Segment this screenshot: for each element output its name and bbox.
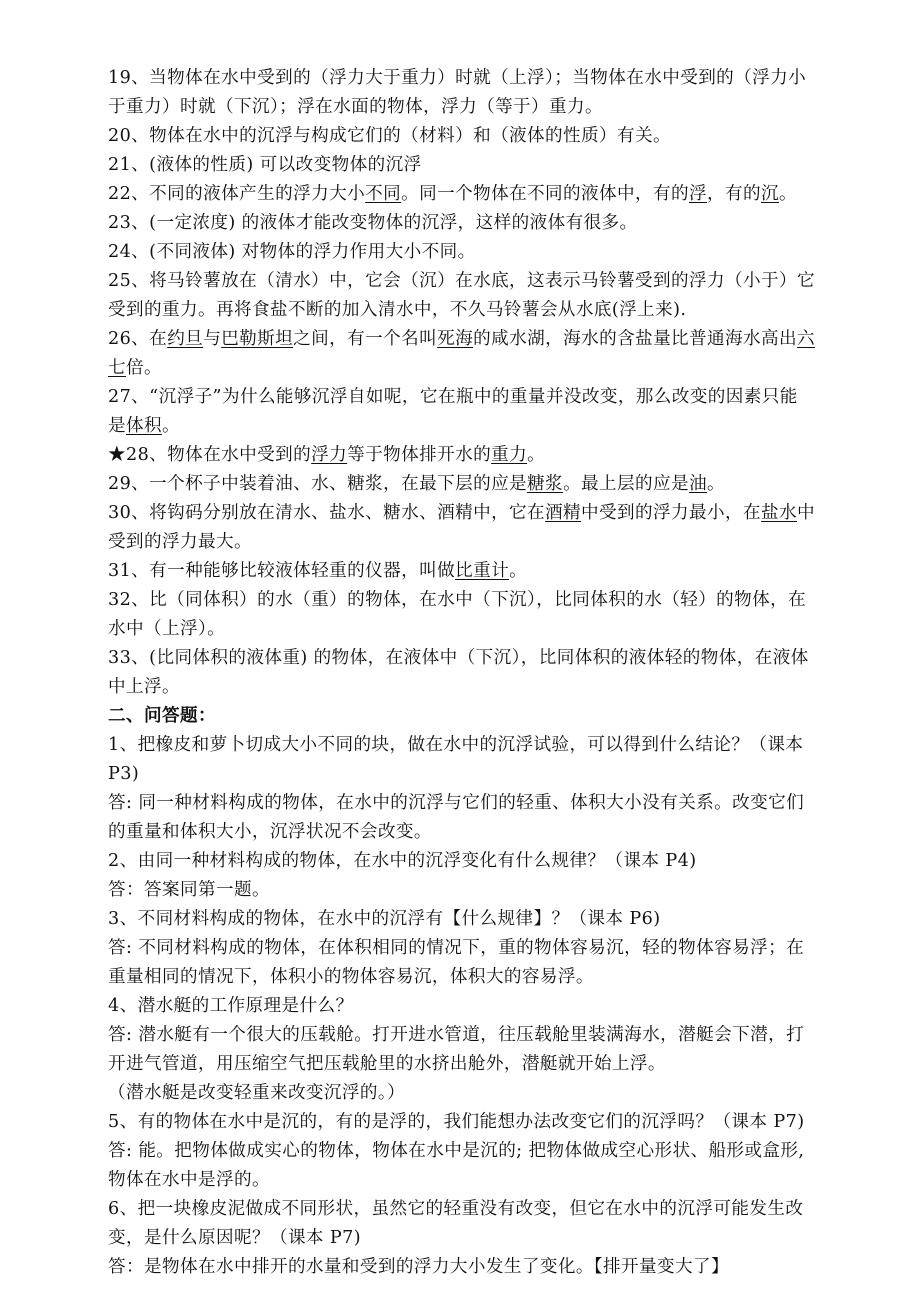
answer-1-line-1: 答: 同一种材料构成的物体，在水中的沉浮与它们的轻重、体积大小没有关系。改变它们 xyxy=(108,793,805,813)
answer-6: 答：是物体在水中排开的水量和受到的浮力大小发生了变化。【排开量变大了】 xyxy=(108,1257,729,1277)
item-22-underline-3: 沉 xyxy=(761,184,779,204)
item-28 xyxy=(108,444,545,466)
item-22-text-b: 。同一个物体在不同的液体中，有的 xyxy=(401,184,690,204)
item-31-text-b: 。 xyxy=(509,561,528,581)
item-27-text-b: 。 xyxy=(162,416,180,436)
question-1-line-2: P3) xyxy=(108,764,140,784)
item-22-text-c: ，有的 xyxy=(707,184,761,204)
item-30-underline-1: 酒精 xyxy=(545,503,582,523)
item-26-underline-3: 死海 xyxy=(437,329,474,349)
item-31 xyxy=(108,560,527,582)
answer-3-line-1: 答: 不同材料构成的物体，在体积相同的情况下，重的物体容易沉，轻的物体容易浮；在 xyxy=(108,938,805,958)
item-19-line-2: 于重力）时就（下沉）；浮在水面的物体，浮力（等于）重力。 xyxy=(108,97,604,117)
answer-5-line-1: 答: 能。把物体做成实心的物体，物体在水中是沉的; 把物体做成空心形状、船形或盒形, xyxy=(108,1141,805,1161)
item-31-underline-1: 比重计 xyxy=(455,561,510,581)
item-32-line-2: 水中（上浮）。 xyxy=(108,619,226,639)
item-21: 21、(液体的性质) 可以改变物体的沉浮 xyxy=(108,155,422,175)
section-2-heading: 二、问答题： xyxy=(108,705,216,726)
item-23: 23、(一定浓度) 的液体才能改变物体的沉浮，这样的液体有很多。 xyxy=(108,213,638,233)
item-26-underline-4: 六 xyxy=(797,329,816,349)
item-22-text-d: 。 xyxy=(779,184,797,204)
item-30-text-a: 30、将钩码分别放在清水、盐水、糖水、酒精中，它在 xyxy=(108,503,546,523)
item-29-underline-2: 油 xyxy=(689,474,708,494)
item-26-underline-2: 巴勒斯坦 xyxy=(221,329,294,349)
item-29-text-b: 。最上层的应是 xyxy=(563,474,690,494)
question-4: 4、潜水艇的工作原理是什么？ xyxy=(108,996,354,1016)
item-28-underline-1: 浮力 xyxy=(311,445,348,465)
item-26-underline-1: 约旦 xyxy=(167,329,204,349)
item-26-line-2 xyxy=(108,357,162,379)
item-28-text-c: 。 xyxy=(527,445,546,465)
item-26-underline-5: 七 xyxy=(108,358,126,378)
item-29-text-a: 29、一个杯子中装着油、水、糖浆，在最下层的应是 xyxy=(108,474,528,494)
item-22-underline-2: 浮 xyxy=(689,184,708,204)
question-5: 5、有的物体在水中是沉的，有的是浮的，我们能想办法改变它们的沉浮吗？（课本 P7) xyxy=(108,1112,805,1132)
item-30-text-c: 中 xyxy=(797,503,815,523)
question-6-line-2: 变，是什么原因呢？（课本 P7) xyxy=(108,1228,362,1248)
item-33-line-2: 中上浮。 xyxy=(108,677,180,697)
question-6-line-1: 6、把一块橡皮泥做成不同形状，虽然它的轻重没有改变，但它在水中的沉浮可能发生改 xyxy=(108,1199,804,1219)
item-19-line-1: 19、当物体在水中受到的（浮力大于重力）时就（上浮）；当物体在水中受到的（浮力小 xyxy=(108,68,807,88)
answer-2: 答：答案同第一题。 xyxy=(108,880,270,900)
answer-1-line-2: 的重量和体积大小，沉浮状况不会改变。 xyxy=(108,822,432,842)
item-32-line-1: 32、比（同体积）的水（重）的物体，在水中（下沉），比同体积的水（轻）的物体，在 xyxy=(108,590,807,610)
item-25-line-2: 受到的重力。再将食盐不断的加入清水中，不久马铃薯会从水底(浮上来). xyxy=(108,300,687,320)
item-26-text-e: 倍。 xyxy=(126,358,162,378)
item-27-line-2 xyxy=(108,415,180,437)
item-26-text-c: 之间，有一个名叫 xyxy=(293,329,438,349)
item-28-text-a: ★28、物体在水中受到的 xyxy=(108,445,312,465)
item-27-text-a: 是 xyxy=(108,416,126,436)
item-22-text-a: 22、不同的液体产生的浮力大小 xyxy=(108,184,366,204)
answer-3-line-2: 重量相同的情况下，体积小的物体容易沉，体积大的容易浮。 xyxy=(108,967,594,987)
answer-5-line-2: 物体在水中是浮的。 xyxy=(108,1170,270,1190)
item-29-underline-1: 糖浆 xyxy=(527,474,564,494)
answer-4-line-1: 答: 潜水艇有一个很大的压载舱。打开进水管道，往压载舱里装满海水，潜艇会下潜，打 xyxy=(108,1025,805,1045)
item-20: 20、物体在水中的沉浮与构成它们的（材料）和（液体的性质）有关。 xyxy=(108,126,672,146)
item-24: 24、(不同液体) 对物体的浮力作用大小不同。 xyxy=(108,242,476,262)
item-27-line-1: 27、“沉浮子”为什么能够沉浮自如呢，它在瓶中的重量并没改变，那么改变的因素只能 xyxy=(108,387,798,407)
answer-4-line-2: 开进气管道，用压缩空气把压载舱里的水挤出舱外，潜艇就开始上浮。 xyxy=(108,1054,666,1074)
item-28-underline-2: 重力 xyxy=(491,445,528,465)
item-29-text-c: 。 xyxy=(707,474,726,494)
item-22-underline-1: 不同 xyxy=(365,184,402,204)
item-29 xyxy=(108,473,725,495)
item-30-line-1 xyxy=(108,502,815,524)
item-28-text-b: 等于物体排开水的 xyxy=(347,445,492,465)
item-27-underline-1: 体积 xyxy=(126,416,162,436)
answer-4-note: （潜水艇是改变轻重来改变沉浮的。） xyxy=(108,1083,406,1103)
question-3: 3、不同材料构成的物体，在水中的沉浮有【什么规律】？（课本 P6) xyxy=(108,909,661,929)
item-31-text-a: 31、有一种能够比较液体轻重的仪器，叫做 xyxy=(108,561,456,581)
question-2: 2、由同一种材料构成的物体，在水中的沉浮变化有什么规律？（课本 P4) xyxy=(108,851,697,871)
item-25-line-1: 25、将马铃薯放在（清水）中，它会（沉）在水底，这表示马铃薯受到的浮力（小于）它 xyxy=(108,271,815,291)
item-26-text-b: 与 xyxy=(203,329,222,349)
item-26-text-a: 26、在 xyxy=(108,329,168,349)
item-22 xyxy=(108,183,797,205)
item-30-text-b: 中受到的浮力最小，在 xyxy=(581,503,761,523)
item-33-line-1: 33、(比同体积的液体重) 的物体，在液体中（下沉），比同体积的液体轻的物体，在液体 xyxy=(108,648,809,668)
item-30-line-2: 受到的浮力最大。 xyxy=(108,532,252,552)
item-26-text-d: 的咸水湖，海水的含盐量比普通海水高出 xyxy=(473,329,798,349)
question-1-line-1: 1、把橡皮和萝卜切成大小不同的块，做在水中的沉浮试验，可以得到什么结论？（课本 xyxy=(108,735,804,755)
item-26-line-1 xyxy=(108,328,815,350)
item-30-underline-2: 盐水 xyxy=(761,503,797,523)
